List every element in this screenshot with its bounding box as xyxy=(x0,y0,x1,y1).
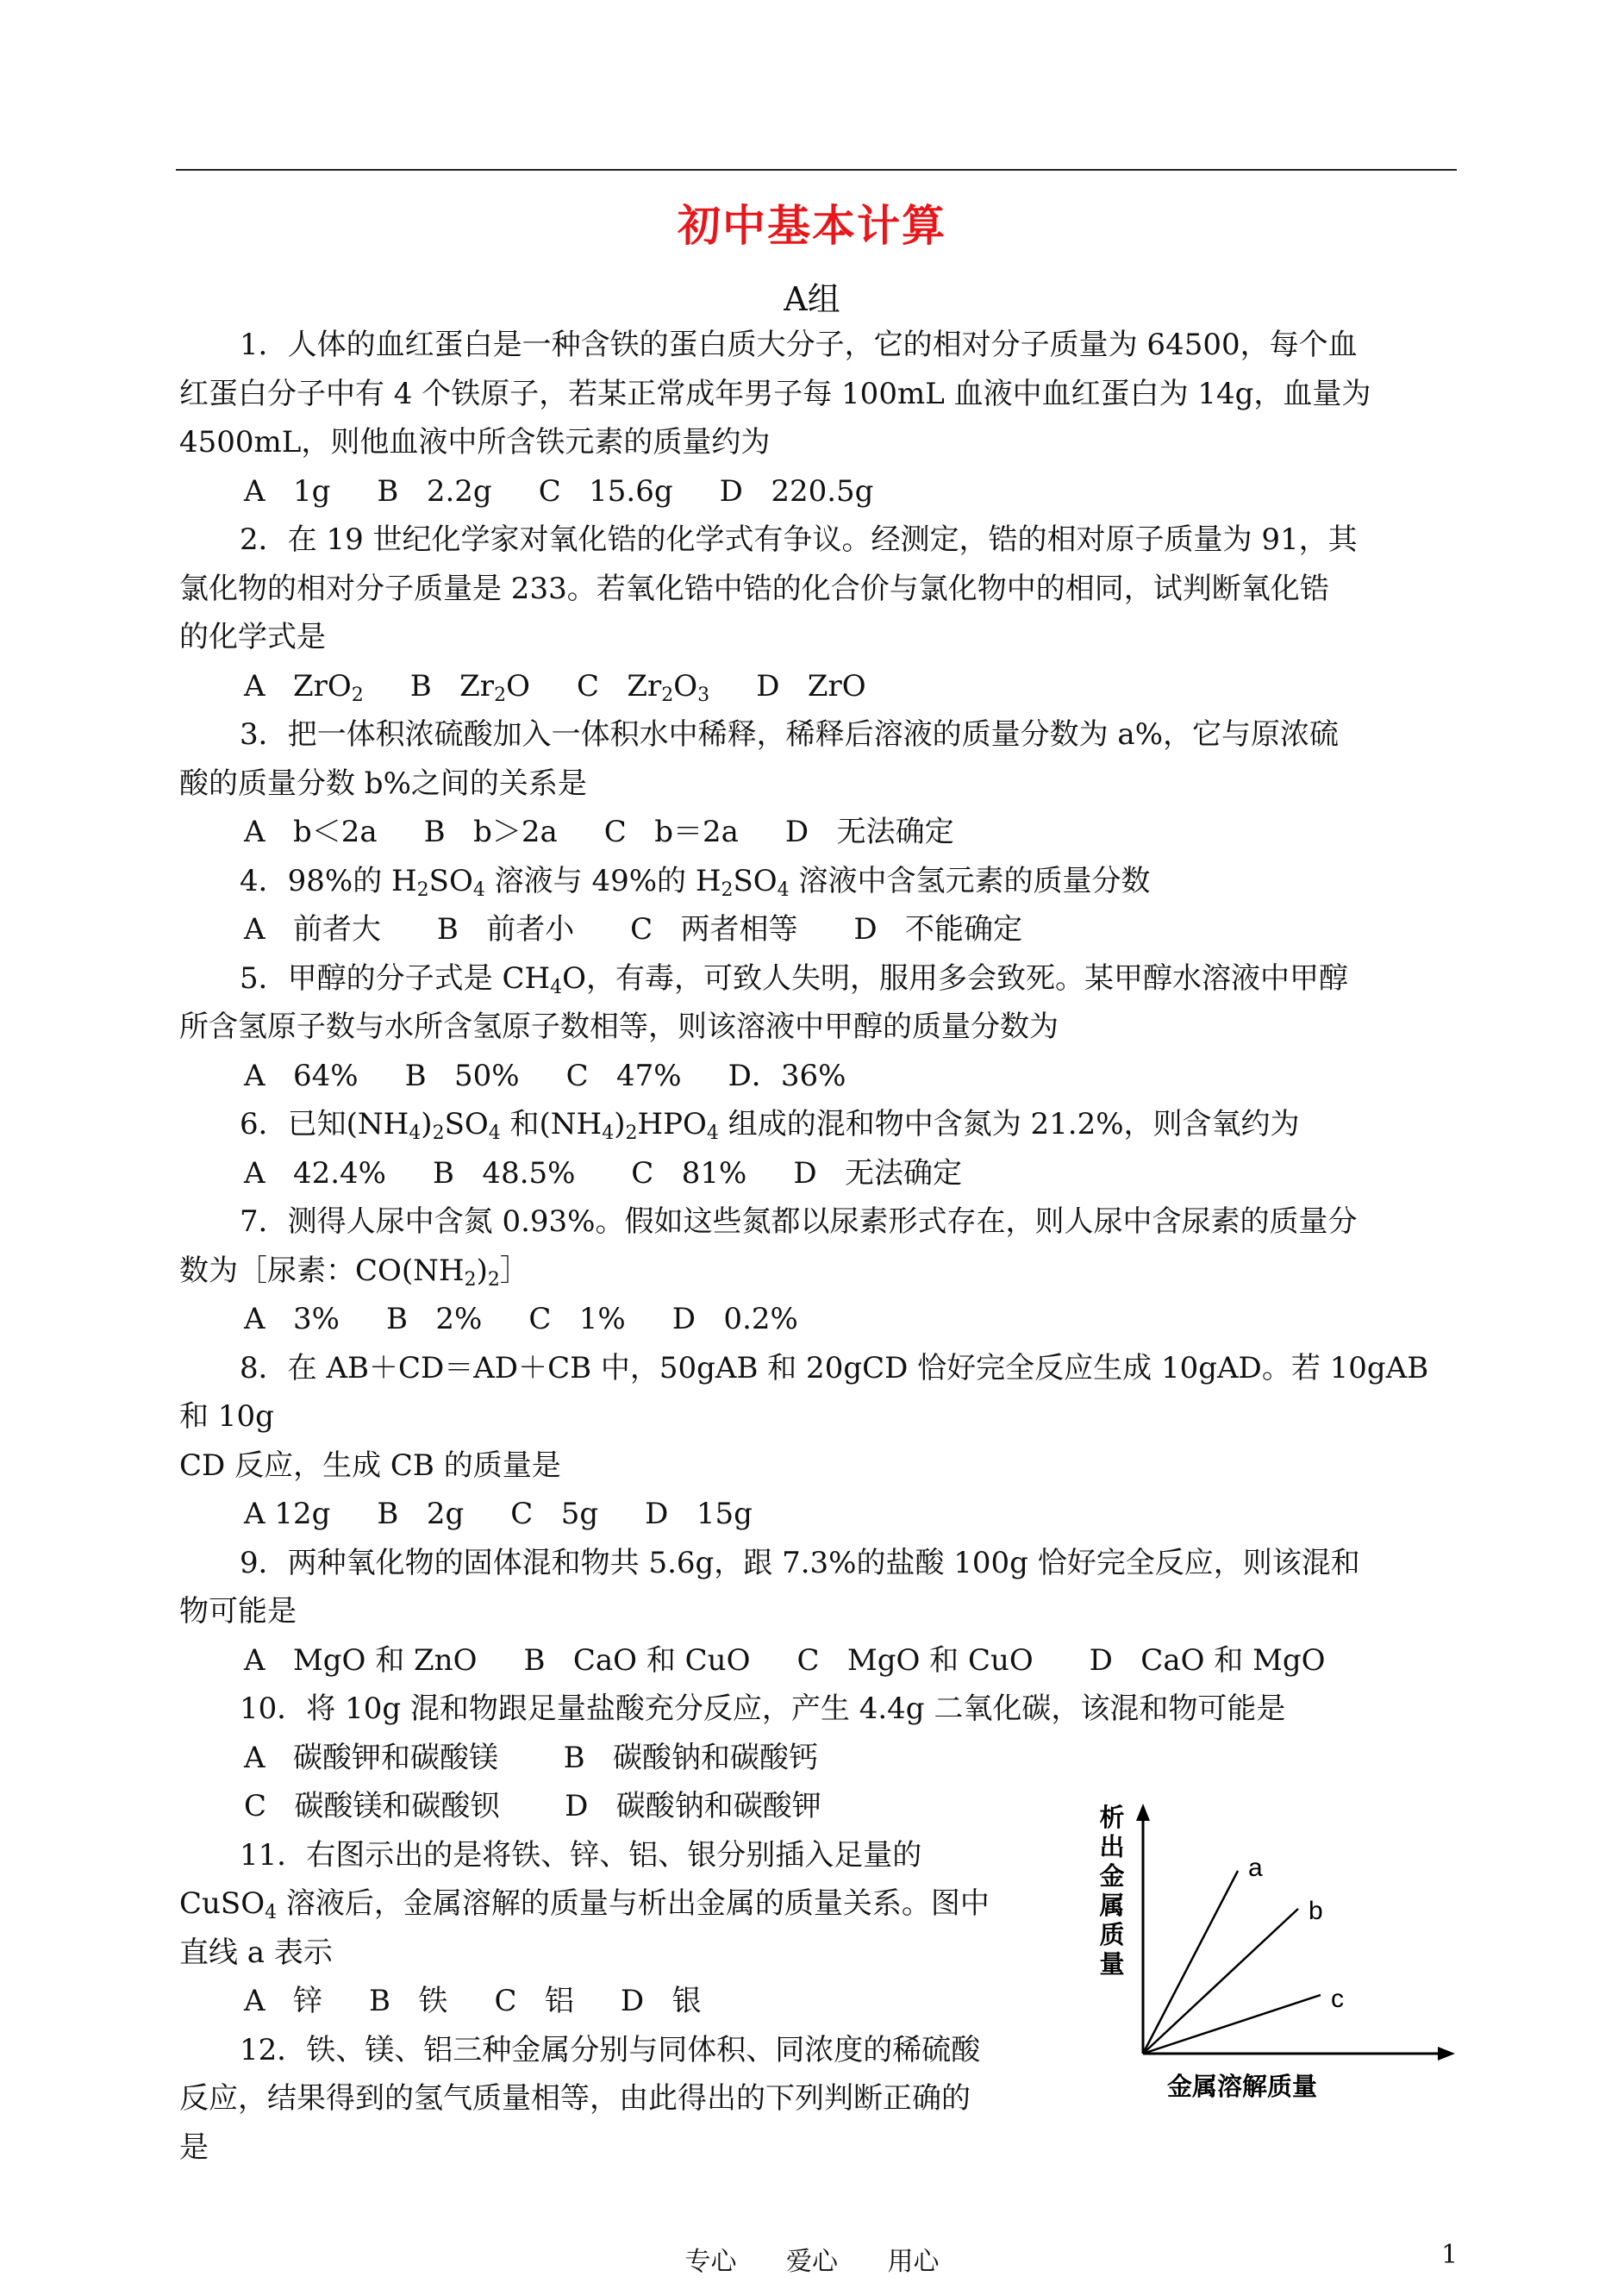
question-10-line-1: 10．将 10g 混和物跟足量盐酸充分反应，产生 4.4g 二氧化碳，该混和物可能是 xyxy=(240,1692,1286,1726)
x-axis-arrow xyxy=(1438,2047,1455,2060)
question-7-options: A 3% B 2% C 1% D 0.2% xyxy=(244,1302,798,1336)
question-10-options-2: C 碳酸镁和碳酸钡 D 碳酸钠和碳酸钾 xyxy=(244,1789,821,1823)
line-c-label: c xyxy=(1331,1985,1344,2013)
question-5-options: A 64% B 50% C 47% D．36% xyxy=(244,1058,846,1093)
footer-slogan xyxy=(0,2240,1624,2278)
question-1-line-3: 4500mL，则他血液中所含铁元素的质量约为 xyxy=(179,425,771,460)
y-axis-label-char-6: 量 xyxy=(1099,1951,1125,1979)
question-2-line-1: 2．在 19 世纪化学家对氧化锆的化学式有争议。经测定，锆的相对原子质量为 91，其 xyxy=(240,522,1358,557)
footer-word-1: 专心 xyxy=(684,2247,737,2277)
question-4-options: A 前者大 B 前者小 C 两者相等 D 不能确定 xyxy=(244,912,1023,947)
line-a-label: a xyxy=(1248,1854,1263,1882)
question-9-line-1: 9．两种氧化物的固体混和物共 5.6g，跟 7.3%的盐酸 100g 恰好完全反应，则该混和 xyxy=(240,1545,1360,1580)
question-4-line-1: 4．98%的 $H_2SO_4$ 溶液与 49%的 $H_2SO_4$ 溶液中含氢元素的质量分数 xyxy=(240,863,1151,901)
y-axis-label-char-4: 属 xyxy=(1099,1892,1125,1920)
y-axis-label-char-5: 质 xyxy=(1099,1922,1125,1949)
question-12-line-2: 反应，结果得到的氢气质量相等，由此得出的下列判断正确的 xyxy=(179,2081,971,2116)
question-11-line-1: 11．右图示出的是将铁、锌、铝、银分别插入足量的 xyxy=(240,1837,922,1873)
question-8-line-1: 8．在 AB＋CD＝AD＋CB 中，50gAB 和 20gCD 恰好完全反应生成 10gAD。若 10gAB 和 10g xyxy=(179,1350,1429,1434)
page-title: 初中基本计算 xyxy=(678,200,946,251)
question-12-line-3: 是 xyxy=(179,2129,209,2165)
question-3-line-1: 3．把一体积浓硫酸加入一体积水中稀释，稀释后溶液的质量分数为 a%，它与原浓硫 xyxy=(240,717,1340,752)
metal-dissolution-figure xyxy=(1083,1795,1462,2119)
question-12-line-1: 12．铁、镁、铝三种金属分别与同体积、同浓度的稀硫酸 xyxy=(240,2032,981,2067)
footer-word-3: 用心 xyxy=(887,2247,940,2277)
question-11-line-2: CuSO$_4$ 溶液后，金属溶解的质量与析出金属的质量关系。图中 xyxy=(179,1886,990,1923)
y-axis-label-char-2: 出 xyxy=(1099,1834,1125,1861)
question-7-line-1: 7．测得人尿中含氮 0.93%。假如这些氮都以尿素形式存在，则人尿中含尿素的质量分 xyxy=(240,1204,1358,1239)
question-6-line-1: 6．已知$(NH_4)_2SO_4$ 和$(NH_4)_2HPO_4$ 组成的混和物中含氮为 21.2%，则含氧约为 xyxy=(240,1107,1300,1144)
line-b-label: b xyxy=(1309,1897,1323,1925)
question-8-line-2: CD 反应，生成 CB 的质量是 xyxy=(179,1448,561,1483)
footer-word-2: 爱心 xyxy=(786,2247,838,2277)
line-b xyxy=(1143,1909,1298,2054)
question-7-line-2: 数为［尿素：$CO(NH_2)_2]$ xyxy=(179,1253,529,1291)
question-1-line-1: 1．人体的血红蛋白是一种含铁的蛋白质大分子，它的相对分子质量为 64500，每个血 xyxy=(240,328,1358,362)
question-3-line-2: 酸的质量分数 b%之间的关系是 xyxy=(179,766,587,801)
y-axis-label-char-1: 析 xyxy=(1099,1804,1125,1832)
question-11-line-3: 直线 a 表示 xyxy=(179,1935,333,1970)
question-1-options: A 1g B 2.2g C 15.6g D 220.5g xyxy=(244,473,874,509)
y-axis-arrow xyxy=(1136,1804,1150,1821)
question-5-line-1: 5．甲醇的分子式是 $CH_4O$，有毒，可致人失明，服用多会致死。某甲醇水溶液中甲醇 xyxy=(240,960,1348,998)
question-3-options: A b＜2a B b＞2a C b＝2a D 无法确定 xyxy=(244,815,954,849)
group-heading: A组 xyxy=(784,280,840,318)
question-6-options: A 42.4% B 48.5% C 81% D 无法确定 xyxy=(244,1155,963,1191)
question-10-options-1: A 碳酸钾和碳酸镁 B 碳酸钠和碳酸钙 xyxy=(244,1740,819,1775)
x-axis-label: 金属溶解质量 xyxy=(1167,2073,1318,2101)
question-11-options: A 锌 B 铁 C 铝 D 银 xyxy=(244,1984,702,2018)
question-9-line-2: 物可能是 xyxy=(179,1594,297,1629)
header-rule xyxy=(176,169,1457,171)
question-2-options: A ZrO$_2$ B $Zr_2O$ C $Zr_2O_3$ D ZrO xyxy=(244,668,866,706)
page-number: 1 xyxy=(1441,2240,1458,2270)
question-8-options: A 12g B 2g C 5g D 15g xyxy=(244,1497,753,1531)
question-2-line-3: 的化学式是 xyxy=(179,620,326,654)
question-9-options: A MgO 和 ZnO B CaO 和 CuO C MgO 和 CuO D CaO 和 MgO xyxy=(244,1642,1326,1678)
question-2-line-2: 氯化物的相对分子质量是 233。若氧化锆中锆的化合价与氯化物中的相同，试判断氧化锆 xyxy=(179,571,1329,606)
question-5-line-2: 所含氢原子数与水所含氢原子数相等，则该溶液中甲醇的质量分数为 xyxy=(179,1010,1059,1044)
question-1-line-2: 红蛋白分子中有 4 个铁原子，若某正常成年男子每 100mL 血液中血红蛋白为 14g，血量为 xyxy=(179,376,1371,411)
y-axis-label-char-3: 金 xyxy=(1099,1863,1125,1891)
